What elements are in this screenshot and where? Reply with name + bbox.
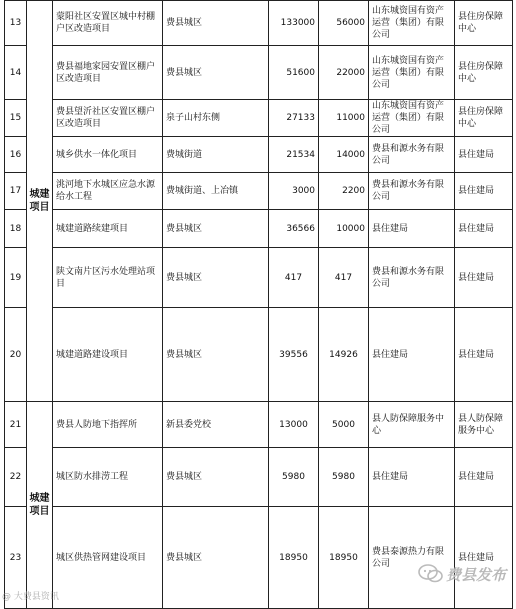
row-number: 19 xyxy=(5,248,27,308)
supervising-unit: 县住房保障中心 xyxy=(455,46,513,100)
project-location: 费县城区 xyxy=(163,308,269,402)
table-row xyxy=(5,448,513,507)
row-number: 15 xyxy=(5,100,27,137)
category-cell: 城建项目 xyxy=(27,1,53,402)
watermark-brand xyxy=(418,563,506,585)
watermark-source: @ 大费县资讯 xyxy=(2,592,59,602)
row-number: 17 xyxy=(5,173,27,210)
project-location: 费县城区 xyxy=(163,46,269,100)
project-location: 费县城区 xyxy=(163,448,269,507)
project-location: 费县城区 xyxy=(163,1,269,46)
annual-investment: 5980 xyxy=(319,448,369,507)
row-number: 13 xyxy=(5,1,27,46)
responsible-unit: 费县和源水务有限公司 xyxy=(369,137,455,173)
row-number: 18 xyxy=(5,210,27,248)
responsible-unit: 县人防保障服务中心 xyxy=(369,402,455,448)
responsible-unit: 山东城资国有资产运营（集团）有限公司 xyxy=(369,100,455,137)
supervising-unit: 县住建局 xyxy=(455,308,513,402)
project-location: 费城街道 xyxy=(163,137,269,173)
total-investment: 13000 xyxy=(269,402,319,448)
supervising-unit: 县住房保障中心 xyxy=(455,1,513,46)
total-investment: 36566 xyxy=(269,210,319,248)
annual-investment: 5000 xyxy=(319,402,369,448)
project-location: 费城街道、上冶镇 xyxy=(163,173,269,210)
supervising-unit: 县人防保障服务中心 xyxy=(455,402,513,448)
category-cell: 城建项目 xyxy=(27,402,53,609)
annual-investment: 18950 xyxy=(319,507,369,609)
project-name: 城区防水排涝工程 xyxy=(53,448,163,507)
project-name: 城建道路建设项目 xyxy=(53,308,163,402)
row-number: 23 xyxy=(5,507,27,609)
responsible-unit: 费县和源水务有限公司 xyxy=(369,173,455,210)
project-location: 泉子山村东侧 xyxy=(163,100,269,137)
table-row xyxy=(5,1,513,46)
project-name: 城乡供水一体化项目 xyxy=(53,137,163,173)
table-row xyxy=(5,210,513,248)
total-investment: 133000 xyxy=(269,1,319,46)
responsible-unit: 山东城资国有资产运营（集团）有限公司 xyxy=(369,1,455,46)
project-name: 城建道路续建项目 xyxy=(53,210,163,248)
project-location: 费县城区 xyxy=(163,210,269,248)
project-table xyxy=(4,0,513,609)
project-name: 蒙阳社区安置区城中村棚户区改造项目 xyxy=(53,1,163,46)
total-investment: 27133 xyxy=(269,100,319,137)
table-row xyxy=(5,402,513,448)
responsible-unit: 县住建局 xyxy=(369,210,455,248)
annual-investment: 14926 xyxy=(319,308,369,402)
row-number: 22 xyxy=(5,448,27,507)
annual-investment: 417 xyxy=(319,248,369,308)
annual-investment: 10000 xyxy=(319,210,369,248)
table-row xyxy=(5,308,513,402)
row-number: 14 xyxy=(5,46,27,100)
supervising-unit: 县住建局 xyxy=(455,248,513,308)
supervising-unit: 县住房保障中心 xyxy=(455,100,513,137)
annual-investment: 14000 xyxy=(319,137,369,173)
supervising-unit: 县住建局 xyxy=(455,137,513,173)
project-location: 费县城区 xyxy=(163,248,269,308)
table-row xyxy=(5,248,513,308)
total-investment: 51600 xyxy=(269,46,319,100)
watermark-brand-text: 费县发布 xyxy=(445,565,506,584)
project-name: 洮河地下水城区应急水源给水工程 xyxy=(53,173,163,210)
responsible-unit: 县住建局 xyxy=(369,448,455,507)
responsible-unit: 费县泰源热力有限公司 xyxy=(369,507,455,609)
total-investment: 417 xyxy=(269,248,319,308)
project-name: 费县望沂社区安置区棚户区改造项目 xyxy=(53,100,163,137)
annual-investment: 2200 xyxy=(319,173,369,210)
row-number: 21 xyxy=(5,402,27,448)
row-number: 16 xyxy=(5,137,27,173)
responsible-unit: 费县和源水务有限公司 xyxy=(369,248,455,308)
project-name: 费县福地家园安置区棚户区改造项目 xyxy=(53,46,163,100)
project-name: 陕文南片区污水处理站项目 xyxy=(53,248,163,308)
supervising-unit: 县住建局 xyxy=(455,507,513,609)
project-location: 新县委党校 xyxy=(163,402,269,448)
project-name: 费县人防地下指挥所 xyxy=(53,402,163,448)
total-investment: 18950 xyxy=(269,507,319,609)
table-row xyxy=(5,46,513,100)
total-investment: 39556 xyxy=(269,308,319,402)
responsible-unit: 县住建局 xyxy=(369,308,455,402)
row-number: 20 xyxy=(5,308,27,402)
annual-investment: 22000 xyxy=(319,46,369,100)
supervising-unit: 县住建局 xyxy=(455,173,513,210)
total-investment: 21534 xyxy=(269,137,319,173)
responsible-unit: 山东城资国有资产运营（集团）有限公司 xyxy=(369,46,455,100)
total-investment: 3000 xyxy=(269,173,319,210)
project-name: 城区供热管网建设项目 xyxy=(53,507,163,609)
table-row xyxy=(5,100,513,137)
wechat-icon xyxy=(418,563,444,585)
table-row xyxy=(5,137,513,173)
supervising-unit: 县住建局 xyxy=(455,448,513,507)
annual-investment: 11000 xyxy=(319,100,369,137)
table-row xyxy=(5,173,513,210)
supervising-unit: 县住建局 xyxy=(455,210,513,248)
annual-investment: 56000 xyxy=(319,1,369,46)
table-row xyxy=(5,507,513,609)
project-location: 费县城区 xyxy=(163,507,269,609)
total-investment: 5980 xyxy=(269,448,319,507)
